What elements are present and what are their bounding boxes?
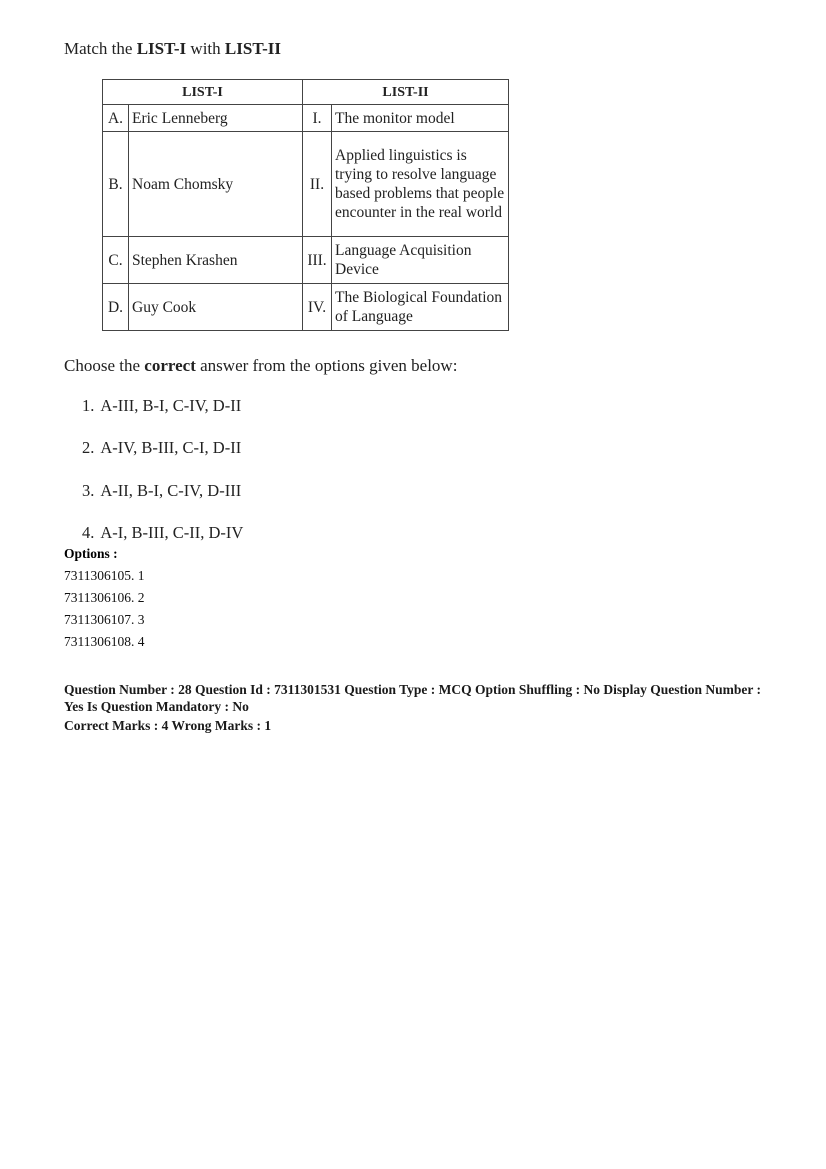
row-letter: C.: [103, 237, 129, 284]
list1-item: Noam Chomsky: [129, 132, 303, 237]
list2-item: The Biological Foundation of Language: [332, 284, 509, 331]
row-numeral: I.: [303, 105, 332, 132]
list2-item: Applied linguistics is trying to resolve language based problems that people encounter in the real world: [332, 132, 509, 237]
option-id: 7311306108. 4: [64, 634, 145, 649]
list1-item: Guy Cook: [129, 284, 303, 331]
answer-choice: 3. A-II, B-I, C-IV, D-III: [82, 481, 242, 500]
table-row: [103, 132, 509, 237]
option-id: 7311306106. 2: [64, 590, 145, 605]
row-numeral: IV.: [303, 284, 332, 331]
row-letter: D.: [103, 284, 129, 331]
options-label: Options :: [64, 546, 118, 561]
option-id: 7311306105. 1: [64, 568, 145, 583]
table-header-row: [103, 80, 509, 105]
row-numeral: II.: [303, 132, 332, 237]
question-info: Question Number : 28 Question Id : 7311301531 Question Type : MCQ Option Shuffling : No Display Question Number : Yes Is Question Mandatory : No: [64, 682, 761, 714]
answer-choice: 4. A-I, B-III, C-II, D-IV: [82, 523, 244, 542]
list1-item: Eric Lenneberg: [129, 105, 303, 132]
table-row: [103, 105, 509, 132]
row-letter: B.: [103, 132, 129, 237]
option-id: 7311306107. 3: [64, 612, 145, 627]
list1-header: LIST-I: [103, 80, 303, 105]
question-heading: Match the LIST-I with LIST-II: [64, 39, 281, 58]
list2-header: LIST-II: [303, 80, 509, 105]
answer-choice: 2. A-IV, B-III, C-I, D-II: [82, 438, 242, 457]
row-numeral: III.: [303, 237, 332, 284]
list1-item: Stephen Krashen: [129, 237, 303, 284]
table-row: [103, 237, 509, 284]
row-letter: A.: [103, 105, 129, 132]
list2-item: Language Acquisition Device: [332, 237, 509, 284]
answer-choice: 1. A-III, B-I, C-IV, D-II: [82, 396, 242, 415]
list2-item: The monitor model: [332, 105, 509, 132]
marks-info: Correct Marks : 4 Wrong Marks : 1: [64, 718, 272, 733]
match-table: [102, 79, 509, 331]
table-row: [103, 284, 509, 331]
instruction-text: Choose the correct answer from the options given below:: [64, 356, 458, 375]
